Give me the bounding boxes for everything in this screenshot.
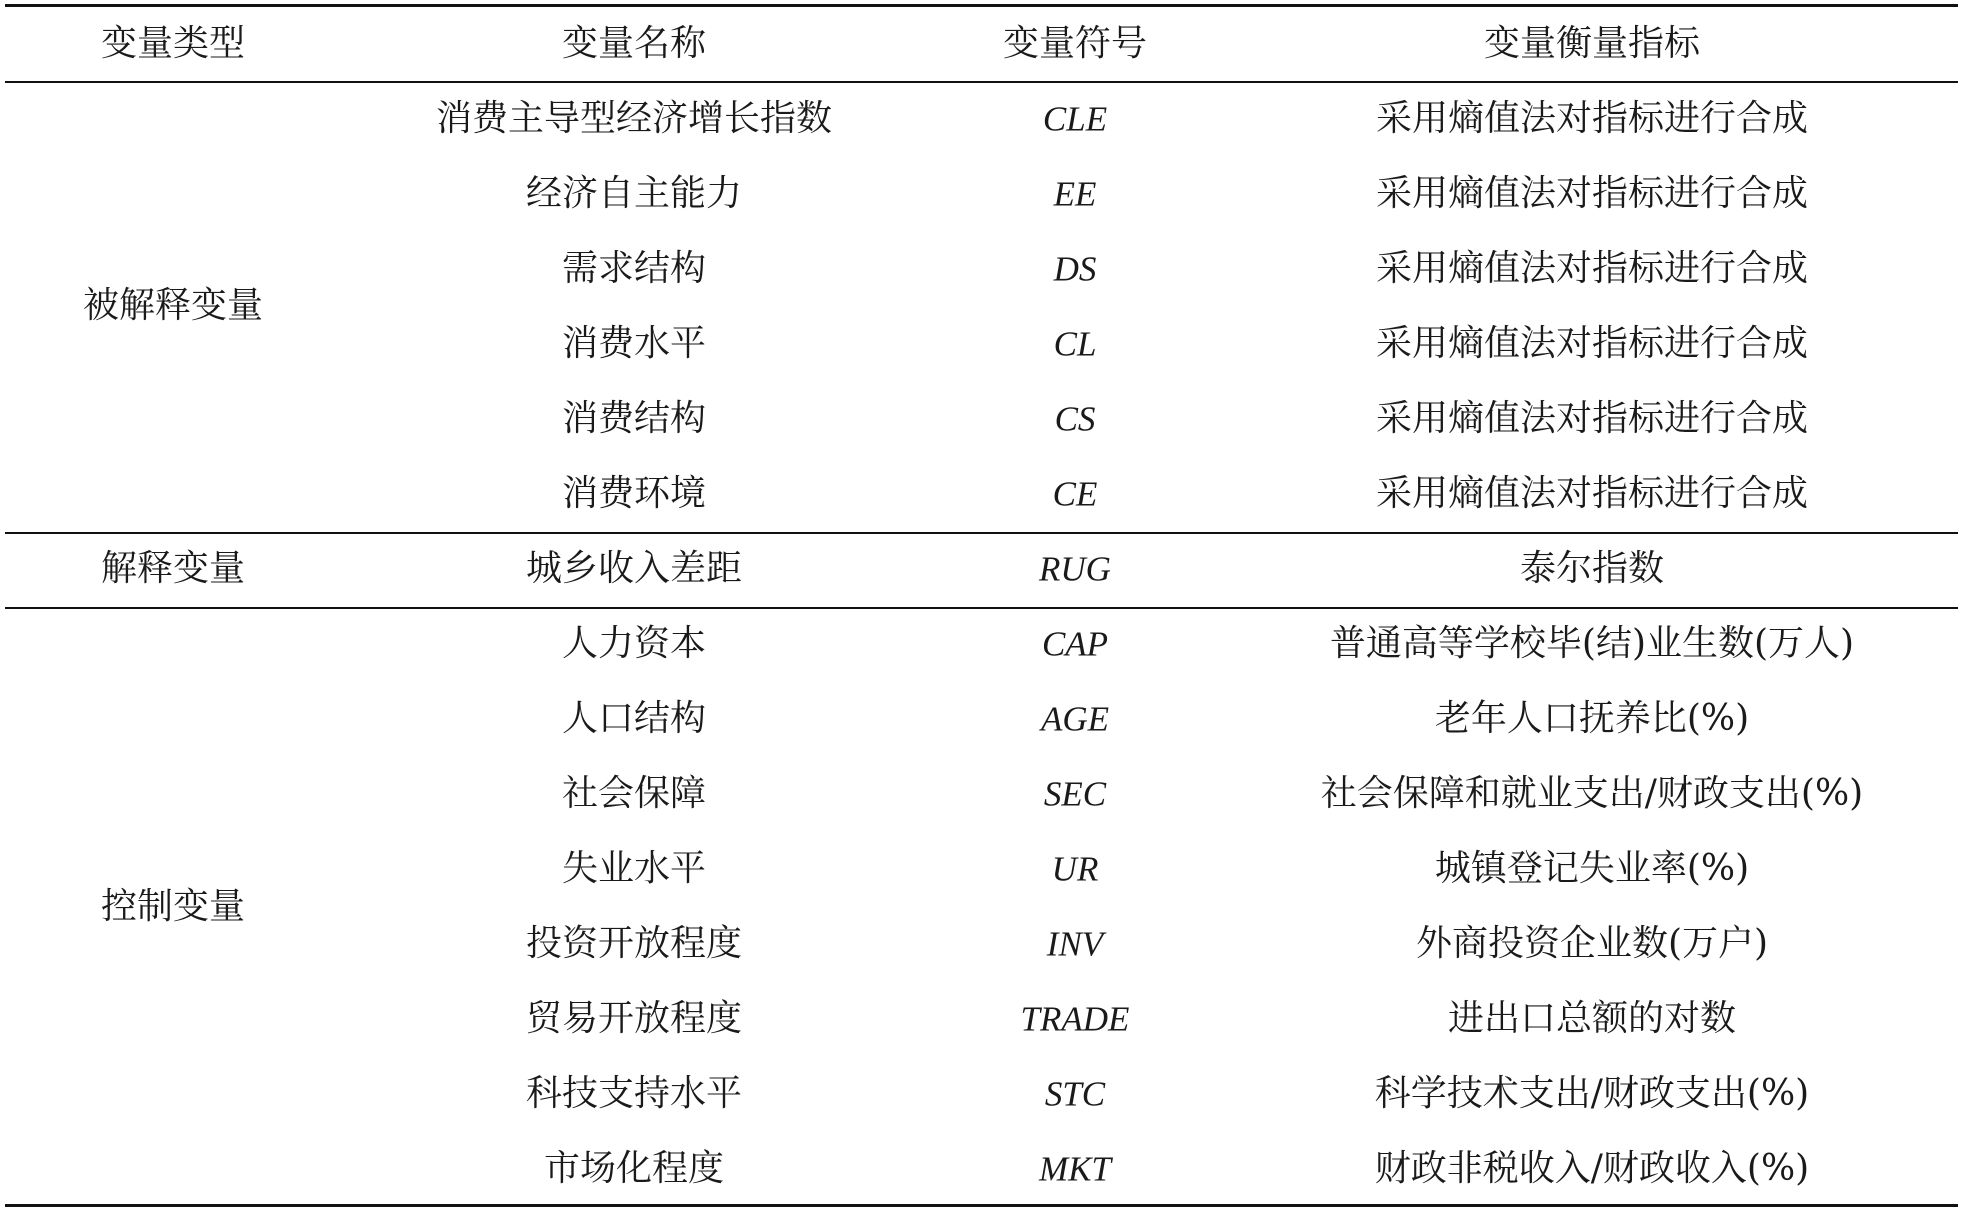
variable-name: 人力资本 xyxy=(561,623,707,664)
variable-symbol: AGE xyxy=(1040,699,1110,739)
variable-name: 消费主导型经济增长指数 xyxy=(435,98,833,139)
variable-name: 市场化程度 xyxy=(543,1148,725,1189)
variable-symbol: CL xyxy=(1053,324,1097,364)
variable-measure: 采用熵值法对指标进行合成 xyxy=(1375,98,1809,139)
variable-symbol: INV xyxy=(1046,924,1104,964)
variable-symbol: EE xyxy=(1053,174,1097,214)
variable-symbol: CS xyxy=(1054,399,1096,439)
variable-measure: 社会保障和就业支出/财政支出(%) xyxy=(1320,773,1864,814)
variable-symbol: CAP xyxy=(1041,624,1109,664)
header-rule xyxy=(5,81,1958,83)
variable-measure: 城镇登记失业率(%) xyxy=(1434,848,1750,889)
variable-name: 消费结构 xyxy=(561,398,707,439)
variable-measure: 科学技术支出/财政支出(%) xyxy=(1374,1073,1810,1114)
variable-measure: 普通高等学校毕(结)业生数(万人) xyxy=(1329,623,1855,664)
header-variable-symbol: 变量符号 xyxy=(1002,23,1148,64)
variable-name: 消费水平 xyxy=(561,323,707,364)
variable-name: 科技支持水平 xyxy=(525,1073,743,1114)
variable-symbol: CE xyxy=(1052,474,1098,514)
variable-name: 城乡收入差距 xyxy=(525,548,743,589)
variable-name: 人口结构 xyxy=(561,698,707,739)
variable-measure: 老年人口抚养比(%) xyxy=(1434,698,1750,739)
header-variable-name: 变量名称 xyxy=(561,23,707,64)
variable-symbol: CLE xyxy=(1042,99,1108,139)
group-divider-rule xyxy=(5,532,1958,534)
variable-measure: 采用熵值法对指标进行合成 xyxy=(1375,323,1809,364)
group-type-label: 解释变量 xyxy=(100,548,246,589)
variable-name: 投资开放程度 xyxy=(525,923,743,964)
bottom-rule xyxy=(5,1204,1958,1207)
variable-symbol: UR xyxy=(1051,849,1099,889)
group-type-label: 被解释变量 xyxy=(82,285,264,326)
variable-name: 经济自主能力 xyxy=(525,173,743,214)
top-rule xyxy=(5,4,1958,7)
variable-measure: 泰尔指数 xyxy=(1519,548,1665,589)
variable-measure: 采用熵值法对指标进行合成 xyxy=(1375,473,1809,514)
variable-measure: 采用熵值法对指标进行合成 xyxy=(1375,398,1809,439)
variable-symbol: TRADE xyxy=(1020,999,1130,1039)
group-divider-rule xyxy=(5,607,1958,609)
variable-symbol: SEC xyxy=(1043,774,1107,814)
variable-measure: 采用熵值法对指标进行合成 xyxy=(1375,173,1809,214)
variable-symbol: RUG xyxy=(1039,549,1111,589)
variable-name: 贸易开放程度 xyxy=(525,998,743,1039)
header-variable-measure: 变量衡量指标 xyxy=(1483,23,1701,64)
variable-name: 需求结构 xyxy=(561,248,707,289)
variable-symbol: STC xyxy=(1044,1074,1106,1114)
variable-measure: 采用熵值法对指标进行合成 xyxy=(1375,248,1809,289)
variable-name: 失业水平 xyxy=(561,848,707,889)
variable-name: 社会保障 xyxy=(561,773,707,814)
group-type-label: 控制变量 xyxy=(100,886,246,927)
header-variable-type: 变量类型 xyxy=(100,23,246,64)
variable-measure: 财政非税收入/财政收入(%) xyxy=(1374,1148,1810,1189)
variable-name: 消费环境 xyxy=(561,473,707,514)
variable-measure: 外商投资企业数(万户) xyxy=(1415,923,1769,964)
variable-measure: 进出口总额的对数 xyxy=(1447,998,1737,1039)
variable-symbol: MKT xyxy=(1039,1149,1111,1189)
variable-symbol: DS xyxy=(1053,249,1097,289)
